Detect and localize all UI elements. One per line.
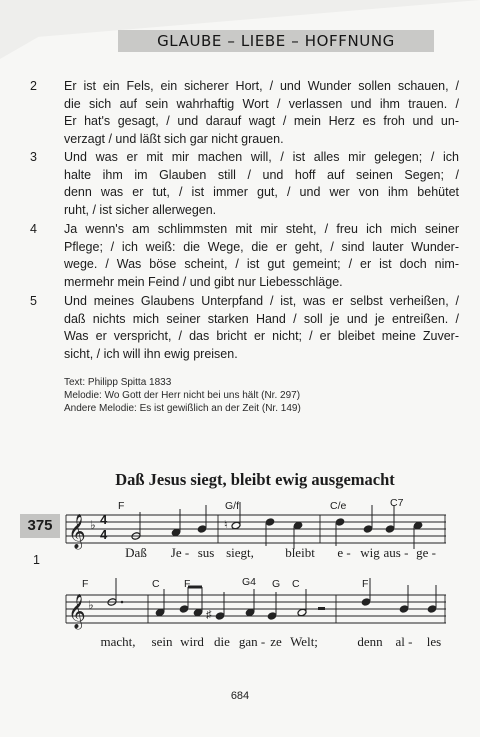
lyric-syllable: denn xyxy=(357,634,383,649)
stanza-line: Was er verspricht, / das bricht er nicht; / er bleibet meine Zuver- xyxy=(64,329,459,343)
stanza-number: 5 xyxy=(30,294,37,308)
stanza-line: die sich auf sein wahrhaftig Wort / verlassen und ihm trauen. / xyxy=(64,96,459,111)
lyric-syllable: Welt; xyxy=(290,634,318,649)
stanza-line: sicht, / ich will ihn ewig preisen. xyxy=(64,346,238,361)
time-signature-bottom: 4 xyxy=(100,527,108,542)
page-number: 684 xyxy=(230,690,250,702)
chord-symbol: C xyxy=(292,578,300,590)
lyric-syllable: siegt, xyxy=(226,545,254,560)
lyric-syllable: wird xyxy=(180,634,204,649)
stanza-line: denn was er tut, / ist immer gut, / und wer von ihm behütet xyxy=(64,185,459,199)
stanza-number: 3 xyxy=(30,150,37,164)
stanza-line: wege. / Was böse scheint, / ist gut gemeint; / er ist doch nim- xyxy=(64,257,459,271)
credit-alt-melody: Andere Melodie: Es ist gewißlich an der Zeit (Nr. 149) xyxy=(64,403,301,414)
flat-icon: ♭ xyxy=(88,598,94,612)
lyric-syllable: Daß xyxy=(125,545,147,560)
chord-symbol: C xyxy=(152,578,160,590)
hymn-number: 375 xyxy=(20,514,60,538)
stanza-line: Und was er mit mir machen will, / ist alles mir gelegen; / ich xyxy=(64,150,459,164)
time-signature-top: 4 xyxy=(100,512,108,527)
song-title: Daß Jesus siegt, bleibt ewig ausgemacht xyxy=(115,470,395,489)
staff-2 xyxy=(66,595,446,623)
stanza-number: 2 xyxy=(30,79,37,93)
lyric-syllable: ze xyxy=(270,634,282,649)
lyric-syllable: Je - xyxy=(170,545,190,560)
chord-symbol: C7 xyxy=(390,497,404,509)
section-header: GLAUBE – LIEBE – HOFFNUNG xyxy=(118,30,434,52)
lyric-syllable: ge - xyxy=(416,545,436,560)
stanza-line: halte ihm im Glauben still / und hoff auf seinen Segen; / xyxy=(64,167,459,182)
treble-clef-icon: 𝄞 xyxy=(68,595,86,628)
stanza-line: mermehr mein Feind / und gibt nur Liebesschläge. xyxy=(64,274,343,289)
chord-symbol: F xyxy=(362,578,369,590)
lyric-syllable: al - xyxy=(395,634,413,649)
lyric-syllable: wig xyxy=(360,545,380,560)
chord-symbol: F xyxy=(82,578,89,590)
chord-symbol: G/f xyxy=(225,500,240,512)
lyric-syllable: sein xyxy=(151,634,173,649)
verse-number: 1 xyxy=(33,553,40,567)
stanza-line: verzagt / und läßt sich gar nicht grauen. xyxy=(64,131,284,146)
lyric-syllable: gan - xyxy=(238,634,266,649)
stanza-number: 4 xyxy=(30,222,37,236)
notes-staff-1 xyxy=(131,502,423,549)
lyric-syllable: e - xyxy=(337,545,351,560)
stanza-line: Und meines Glaubens Unterpfand / ist, was er selbst verheißen, / xyxy=(64,294,459,308)
stanza-line: daß nichts mich seiner starken Hand / soll je und je entreißen. / xyxy=(64,311,459,326)
lyric-syllable: aus - xyxy=(383,545,409,560)
chord-symbol: F xyxy=(118,500,125,512)
stanza-line: Er hat's gesagt, / und darauf wagt / mein Herz es froh und un- xyxy=(64,114,459,128)
stanza-line: Er ist ein Fels, ein sicherer Hort, / und Wunder sollen schauen, / xyxy=(64,79,459,93)
chord-symbol: C/e xyxy=(330,500,347,512)
treble-clef-icon: 𝄞 xyxy=(68,515,86,548)
lyric-syllable: sus xyxy=(197,545,215,560)
stanza-line: ruht, / ist sicher allerwegen. xyxy=(64,202,217,217)
stanza-line: Ja wenn's am schlimmsten mit mir steht, / freu ich mich seiner xyxy=(64,222,459,236)
chord-symbol: G4 xyxy=(242,576,257,588)
lyric-syllable: macht, xyxy=(100,634,136,649)
svg-text:♮: ♮ xyxy=(224,519,228,531)
notes-staff-2 xyxy=(107,578,437,621)
chord-symbol: F xyxy=(184,578,191,590)
lyric-syllable: bleibt xyxy=(285,545,315,560)
chord-symbol: G xyxy=(272,578,281,590)
lyric-syllable: die xyxy=(214,634,230,649)
credit-text: Text: Philipp Spitta 1833 xyxy=(64,377,172,388)
flat-icon: ♭ xyxy=(90,518,96,532)
credit-melody: Melodie: Wo Gott der Herr nicht bei uns hält (Nr. 297) xyxy=(64,390,301,401)
lyric-syllable: les xyxy=(426,634,442,649)
stanza-line: Pflege; / ich weiß: die Wege, die er geht, / sind lauter Wunder- xyxy=(64,239,459,254)
svg-text:♯: ♯ xyxy=(206,609,212,621)
